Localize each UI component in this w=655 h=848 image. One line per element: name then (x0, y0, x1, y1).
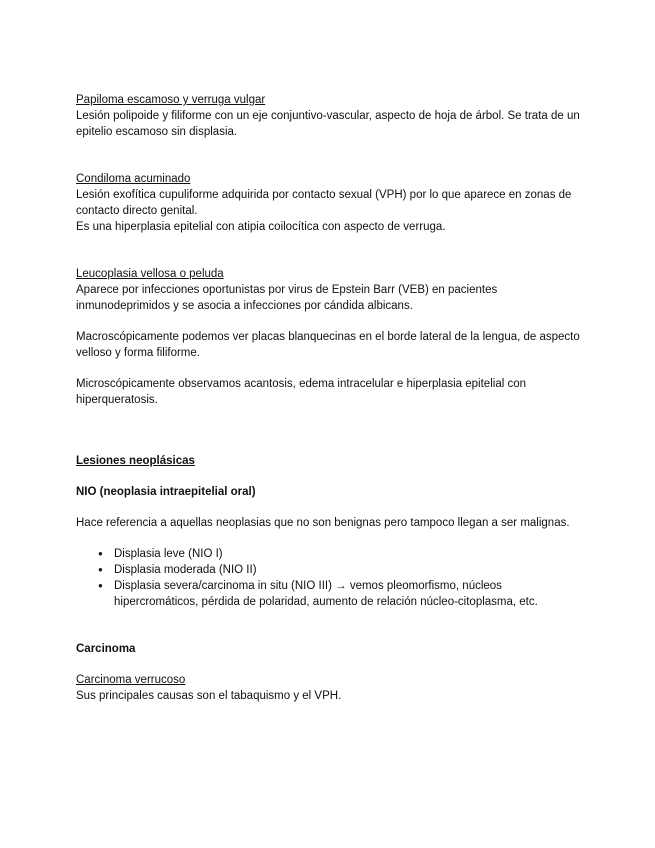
condiloma-text-1: Lesión exofítica cupuliforme adquirida por contacto sexual (VPH) por lo que aparece en zonas de contacto directo genital. (76, 189, 572, 217)
list-item: ● Displasia severa/carcinoma in situ (NIO III) → vemos pleomorfismo, núcleos hipercromáticos, pérdida de polaridad, aumento de relación núcleo-citoplasma, etc. (76, 578, 586, 610)
document-page (76, 92, 586, 704)
nio-heading: NIO (neoplasia intraepitelial oral) (76, 486, 256, 498)
papiloma-text: Lesión polipoide y filiforme con un eje conjuntivo-vascular, aspecto de hoja de árbol. Se trata de un epitelio escamoso sin displasia. (76, 110, 580, 138)
neoplasicas-heading: Lesiones neoplásicas (76, 455, 195, 467)
nio-list (76, 546, 586, 610)
carcinoma-heading: Carcinoma (76, 643, 136, 655)
leucoplasia-heading: Leucoplasia vellosa o peluda (76, 268, 224, 280)
leucoplasia-text-3: Microscópicamente observamos acantosis, edema intracelular e hiperplasia epitelial con hiperqueratosis. (76, 378, 527, 406)
carcinoma-verrucoso-heading: Carcinoma verrucoso (76, 674, 186, 686)
carcinoma-text: Sus principales causas son el tabaquismo y el VPH. (76, 690, 342, 702)
list-item: ● Displasia leve (NIO I) (76, 546, 586, 562)
leucoplasia-text-1: Aparece por infecciones oportunistas por virus de Epstein Barr (VEB) en pacientes inmunodeprimidos y se asocia a infecciones por cándida albicans. (76, 284, 498, 312)
condiloma-text-2: Es una hiperplasia epitelial con atipia coilocítica con aspecto de verruga. (76, 221, 446, 233)
leucoplasia-text-2: Macroscópicamente podemos ver placas blanquecinas en el borde lateral de la lengua, de aspecto velloso y forma filiforme. (76, 331, 580, 359)
papiloma-heading: Papiloma escamoso y verruga vulgar (76, 94, 266, 106)
nio-text: Hace referencia a aquellas neoplasias que no son benignas pero tampoco llegan a ser malignas. (76, 517, 570, 529)
condiloma-heading: Condiloma acuminado (76, 173, 191, 185)
list-item: ● Displasia moderada (NIO II) (76, 562, 586, 578)
